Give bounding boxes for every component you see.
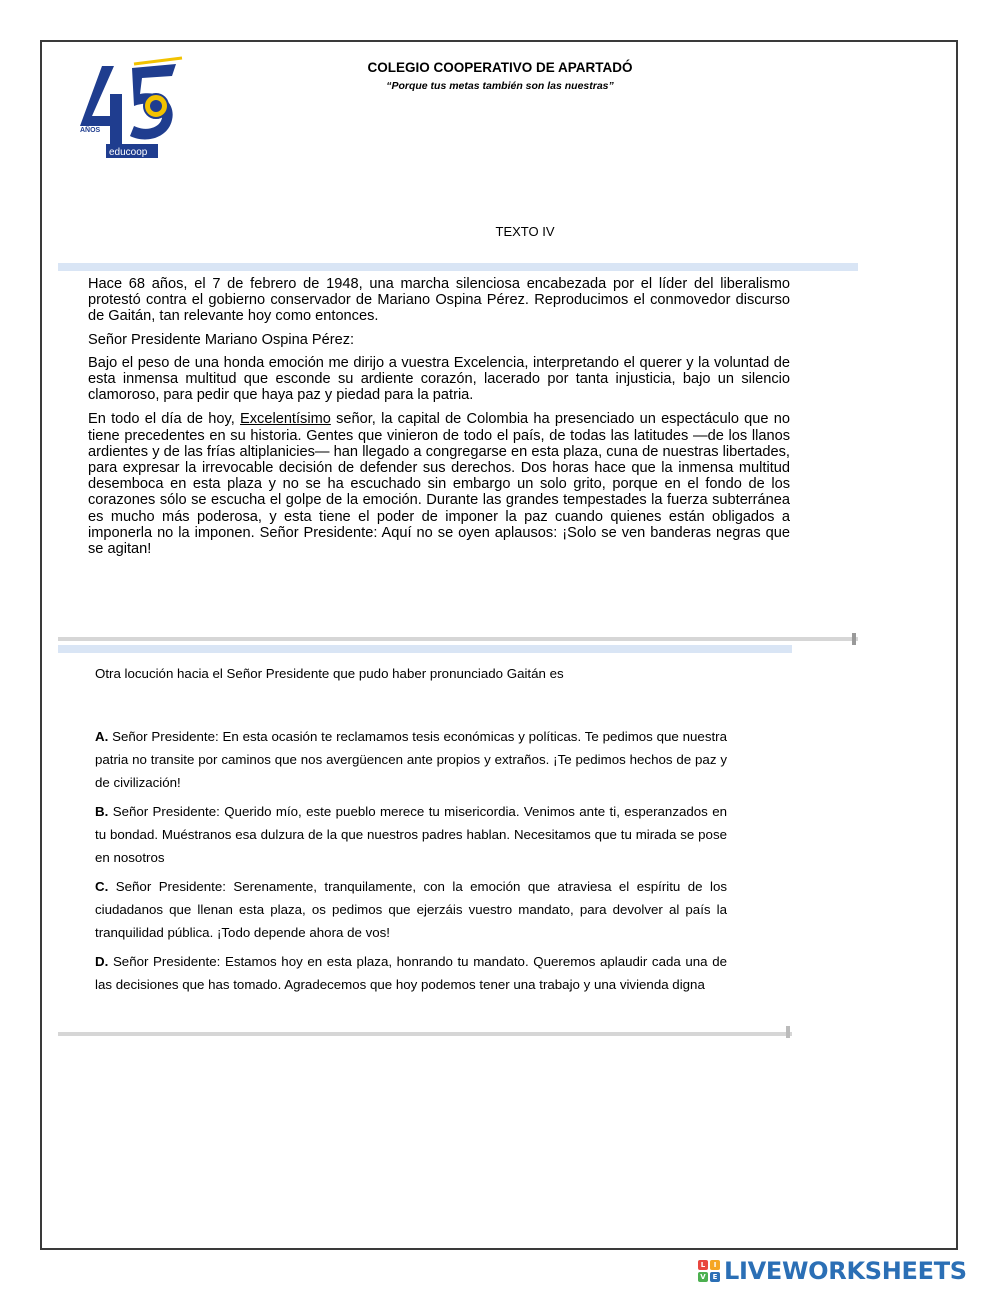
paragraph-2-rest: señor, la capital de Colombia ha presenciado un espectáculo que no tiene precedentes en su historia. Gentes que vinieron de todo el país, de todas las latitudes —de los llanos ardientes y de las frías altiplanicies— han llegado a congregarse en esta plaza, cuna de nuestras libertades, para expresar la irrevocable decisión de defender sus derechos. Dos horas hace que la inmensa multitud desemboca en esta plaza y no se ha escuchado sin embargo un solo grito, porque en el fondo de los corazones sólo se escucha el golpe de la emoción. Durante las grandes tempestades la fuerza subterránea es mucho más poderosa, y esta tiene el poder de imponer la paz cuando quienes están obligados a imponerla no la imponen. Señor Presidente: Aquí no se oyen aplausos: ¡Solo se ven banderas negras que se agitan! xyxy=(88,411,790,558)
option-a xyxy=(95,725,727,794)
question-text: Otra locución hacia el Señor Presidente que pudo haber pronunciado Gaitán es xyxy=(95,666,564,681)
reading-salutation: Señor Presidente Mariano Ospina Pérez: xyxy=(88,331,355,348)
options-scroll-handle xyxy=(786,1026,790,1038)
section-title: TEXTO IV xyxy=(495,224,555,239)
answer-options xyxy=(95,725,727,1002)
reading-text xyxy=(88,276,790,564)
option-text: Señor Presidente: Serenamente, tranquilamente, con la emoción que atraviesa el espíritu de los ciudadanos que llenan esta plaza, os pedimos que ejerzáis vuestro mandato, para devolver al país la tranquilidad pública. ¡Todo depende ahora de vos! xyxy=(95,879,727,940)
option-letter: D. xyxy=(95,954,109,969)
option-c xyxy=(95,875,727,944)
options-bottom-divider xyxy=(58,1032,792,1036)
question-top-bar xyxy=(58,645,792,653)
reading-intro: Hace 68 años, el 7 de febrero de 1948, una marcha silenciosa encabezada por el líder del liberalismo protestó contra el gobierno conservador de Mariano Ospina Pérez. Reproducimos el conmovedor discurso de Gaitán, tan relevante hoy como entonces. xyxy=(88,276,790,325)
school-motto: “Porque tus metas también son las nuestras” xyxy=(386,80,614,92)
scroll-handle xyxy=(852,633,856,645)
reading-paragraph-2 xyxy=(88,411,790,557)
reading-top-bar xyxy=(58,263,858,271)
option-letter: C. xyxy=(95,879,109,894)
liveworksheets-icon xyxy=(698,1260,720,1282)
option-text: Señor Presidente: Querido mío, este pueblo merece tu misericordia. Venimos ante ti, esperanzados en tu bondad. Muéstranos esa dulzura de la que nuestros padres hablan. Necesitamos que tu mirada se pose en nosotros xyxy=(95,804,727,865)
underlined-word: Excelentísimo xyxy=(240,411,331,428)
icon-letter: L xyxy=(698,1260,708,1270)
option-letter: B. xyxy=(95,804,109,819)
logo-brand-text: educoop xyxy=(109,147,148,158)
icon-letter: I xyxy=(710,1260,720,1270)
icon-letter: V xyxy=(698,1272,708,1282)
option-b xyxy=(95,800,727,869)
liveworksheets-logo xyxy=(698,1258,967,1284)
school-name: COLEGIO COOPERATIVO DE APARTADÓ xyxy=(367,60,633,75)
reading-paragraph-1: Bajo el peso de una honda emoción me dirijo a vuestra Excelencia, interpretando el querer y la voluntad de esta inmensa multitud que esconde su ardiente corazón, lacerado por tanta injusticia, bajo un silencio clamoroso, para pedir que haya paz y piedad para la patria. xyxy=(88,354,790,404)
option-letter: A. xyxy=(95,729,109,744)
liveworksheets-brand: LIVEWORKSHEETS xyxy=(724,1257,967,1285)
option-text: Señor Presidente: Estamos hoy en esta plaza, honrando tu mandato. Queremos aplaudir cada una de las decisiones que has tomado. Agradecemos que hoy podemos tener una trabajo y una vivienda digna xyxy=(95,954,727,992)
option-text: Señor Presidente: En esta ocasión te reclamamos tesis económicas y políticas. Te pedimos que nuestra patria no transite por caminos que nos avergüencen ante propios y extraños. ¡Te pedimos hechos de paz y de civilización! xyxy=(95,729,727,790)
reading-bottom-divider xyxy=(58,637,858,641)
logo-years-label: AÑOS xyxy=(80,127,101,134)
school-logo xyxy=(72,54,192,162)
icon-letter: E xyxy=(710,1272,720,1282)
paragraph-2-start: En todo el día de hoy, xyxy=(88,411,241,428)
option-d xyxy=(95,950,727,996)
